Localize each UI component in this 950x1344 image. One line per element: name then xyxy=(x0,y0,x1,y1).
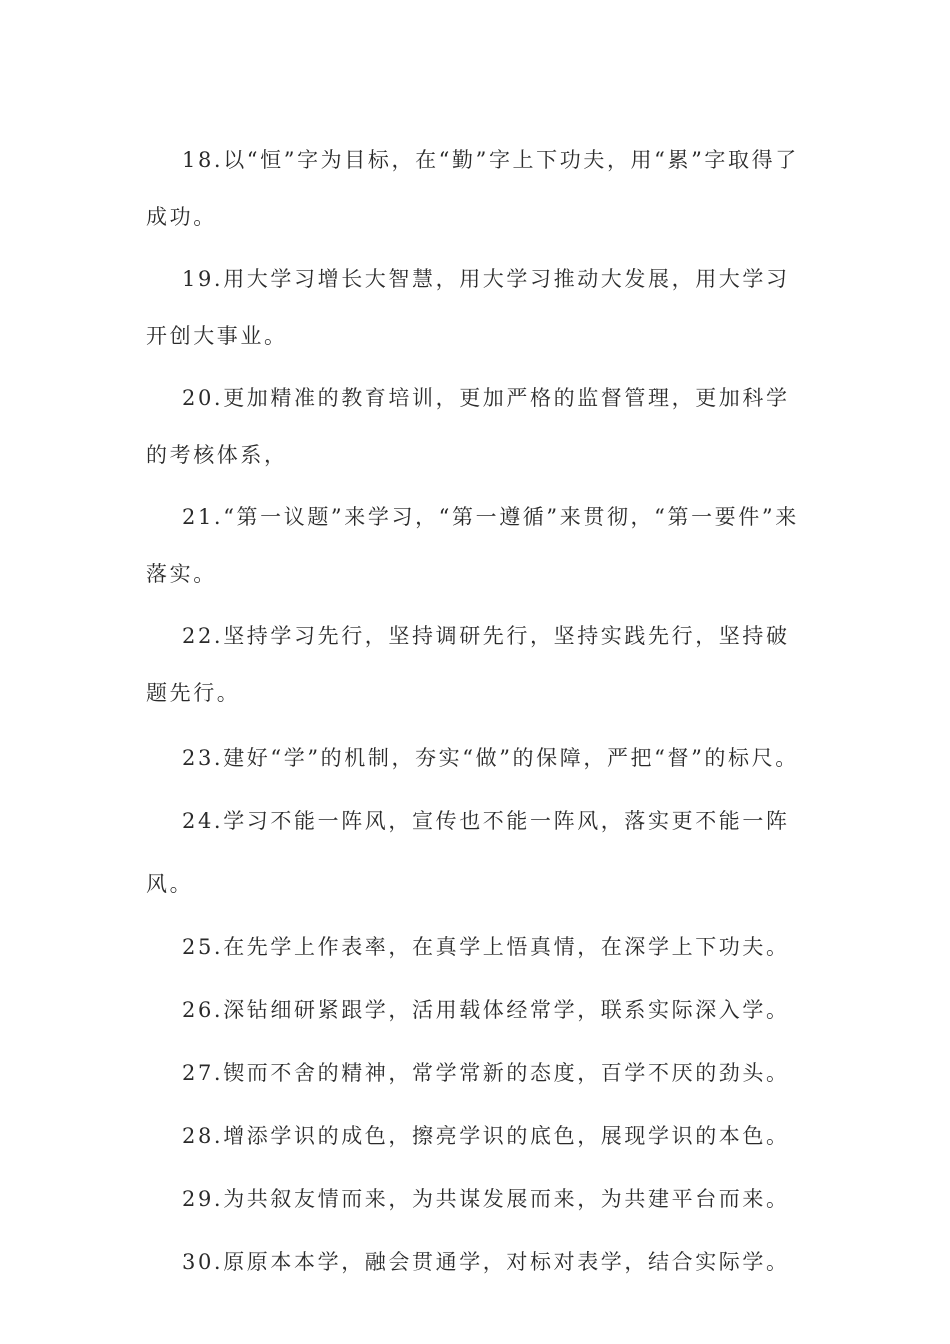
paragraph-25: 25.在先学上作表率，在真学上悟真情，在深学上下功夫。 xyxy=(182,935,790,959)
paragraph-20: 20.更加精准的教育培训，更加严格的监督管理，更加科学的考核体系， xyxy=(146,386,790,467)
paragraph-24: 24.学习不能一阵风，宣传也不能一阵风，落实更不能一阵风。 xyxy=(146,809,790,896)
paragraph-29: 29.为共叙友情而来，为共谋发展而来，为共建平台而来。 xyxy=(182,1187,790,1211)
paragraph-23: 23.建好“学”的机制，夯实“做”的保障，严把“督”的标尺。 xyxy=(182,746,799,770)
paragraph-18: 18.以“恒”字为目标，在“勤”字上下功夫，用“累”字取得了成功。 xyxy=(146,148,799,229)
paragraph-28: 28.增添学识的成色，擦亮学识的底色，展现学识的本色。 xyxy=(182,1124,790,1148)
paragraph-22: 22.坚持学习先行，坚持调研先行，坚持实践先行，坚持破题先行。 xyxy=(146,624,790,705)
paragraph-21: 21.“第一议题”来学习，“第一遵循”来贯彻，“第一要件”来落实。 xyxy=(146,505,799,586)
paragraph-30: 30.原原本本学，融会贯通学，对标对表学，结合实际学。 xyxy=(182,1250,790,1274)
paragraph-27: 27.锲而不舍的精神，常学常新的态度，百学不厌的劲头。 xyxy=(182,1061,790,1085)
paragraph-26: 26.深钻细研紧跟学，活用载体经常学，联系实际深入学。 xyxy=(182,998,790,1022)
paragraph-19: 19.用大学习增长大智慧，用大学习推动大发展，用大学习开创大事业。 xyxy=(146,267,790,348)
